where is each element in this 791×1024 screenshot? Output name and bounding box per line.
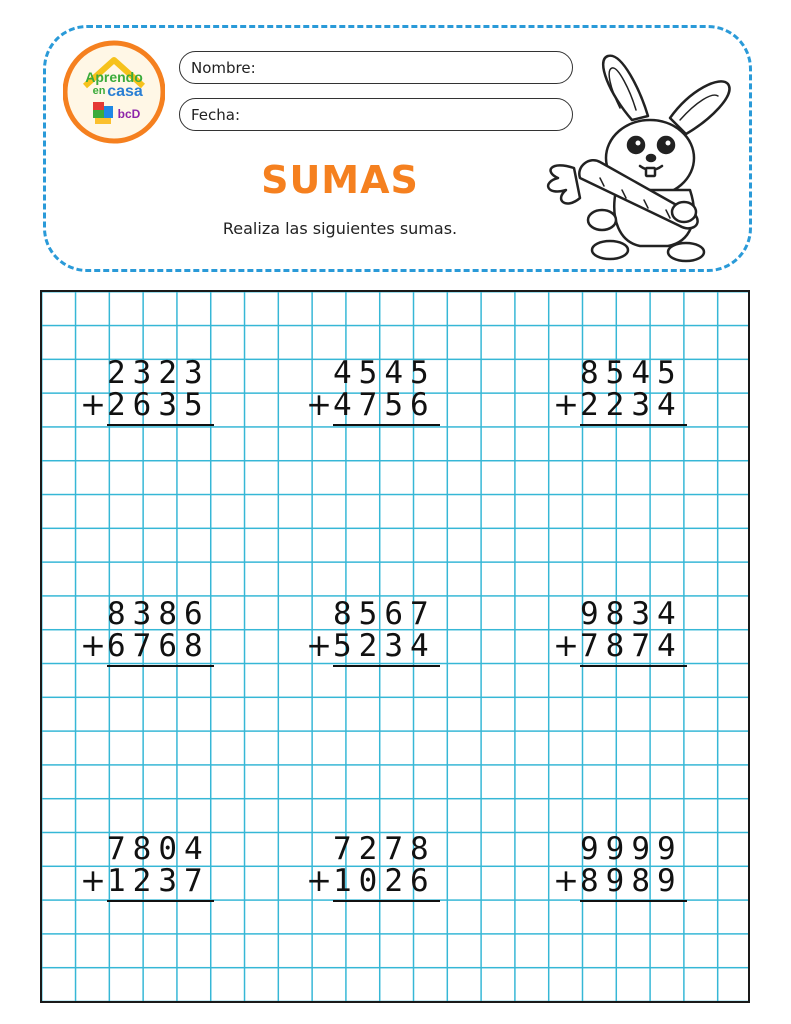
sum-line: [107, 665, 214, 667]
date-label: Fecha:: [191, 105, 241, 124]
addend-bottom: 1237: [107, 863, 210, 899]
sum-line: [580, 424, 687, 426]
plus-sign: +: [306, 863, 332, 899]
svg-text:Aprendo: Aprendo: [85, 69, 143, 85]
sum-line: [333, 424, 440, 426]
plus-sign: +: [553, 863, 579, 899]
addend-top: 4545: [333, 355, 436, 391]
svg-text:en: en: [92, 85, 106, 97]
aprendo-en-casa-logo: [63, 40, 165, 144]
problem-7: [80, 832, 240, 912]
instruction-text: Realiza las siguientes sumas.: [222, 219, 458, 238]
problem-9: [553, 832, 713, 912]
addend-top: 2323: [107, 355, 210, 391]
addend-bottom: 7874: [580, 628, 683, 664]
sum-line: [580, 665, 687, 667]
svg-text:bcD: bcD: [117, 107, 141, 121]
addend-bottom: 4756: [333, 387, 436, 423]
plus-sign: +: [306, 387, 332, 423]
sum-line: [333, 665, 440, 667]
addend-top: 9999: [580, 831, 683, 867]
addend-bottom: 5234: [333, 628, 436, 664]
addend-top: 7804: [107, 831, 210, 867]
plus-sign: +: [80, 387, 106, 423]
name-field[interactable]: [179, 51, 573, 84]
addend-top: 8386: [107, 596, 210, 632]
plus-sign: +: [306, 628, 332, 664]
addend-top: 8545: [580, 355, 683, 391]
sum-line: [107, 900, 214, 902]
sum-line: [580, 900, 687, 902]
addend-bottom: 8989: [580, 863, 683, 899]
bunny-with-carrot-illustration: [540, 50, 750, 265]
addend-bottom: 2635: [107, 387, 210, 423]
page-title: SUMAS: [261, 158, 419, 202]
problem-8: [306, 832, 466, 912]
plus-sign: +: [80, 628, 106, 664]
addend-bottom: 1026: [333, 863, 436, 899]
problem-3: [553, 356, 713, 436]
sum-line: [107, 424, 214, 426]
problem-5: [306, 597, 466, 677]
svg-text:casa: casa: [107, 83, 143, 100]
plus-sign: +: [553, 387, 579, 423]
plus-sign: +: [553, 628, 579, 664]
name-label: Nombre:: [191, 58, 256, 77]
problem-6: [553, 597, 713, 677]
plus-sign: +: [80, 863, 106, 899]
problem-1: [80, 356, 240, 436]
problem-4: [80, 597, 240, 677]
addend-bottom: 2234: [580, 387, 683, 423]
addend-bottom: 6768: [107, 628, 210, 664]
date-field[interactable]: [179, 98, 573, 131]
problem-2: [306, 356, 466, 436]
addend-top: 8567: [333, 596, 436, 632]
sum-line: [333, 900, 440, 902]
addend-top: 7278: [333, 831, 436, 867]
addend-top: 9834: [580, 596, 683, 632]
